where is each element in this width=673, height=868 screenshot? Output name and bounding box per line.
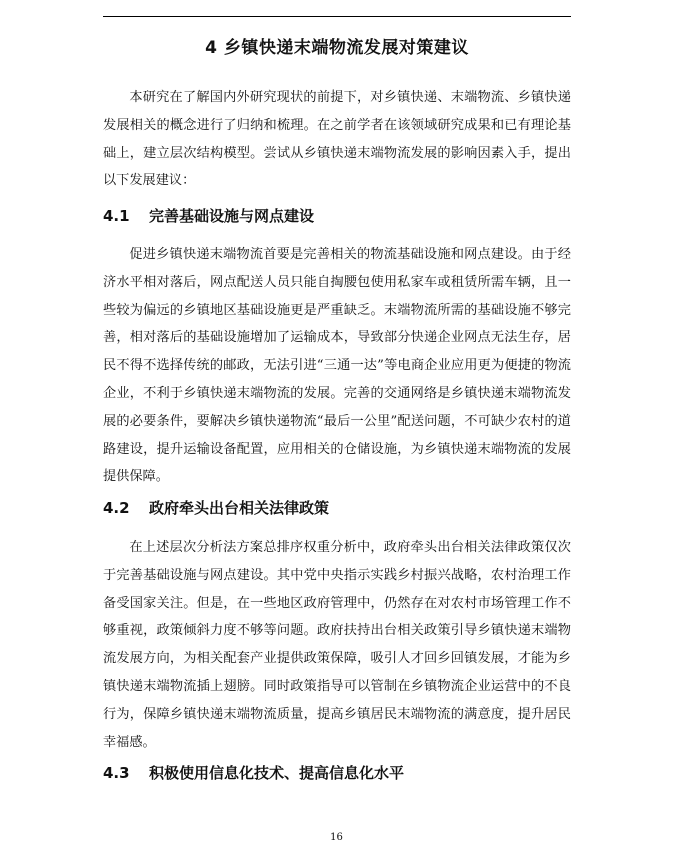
section-title: 完善基础设施与网点建设 [149, 207, 315, 225]
section-number: 4.3 [103, 764, 130, 782]
chapter-title: 4 乡镇快递末端物流发展对策建议 [205, 38, 469, 58]
section-number: 4.1 [103, 207, 130, 225]
section-title: 积极使用信息化技术、提高信息化水平 [149, 764, 405, 782]
section-heading-4-3 [103, 762, 571, 784]
page-number: 16 [330, 832, 343, 843]
section-number: 4.2 [103, 499, 130, 517]
section-4-1-paragraph: 促进乡镇快递末端物流首要是完善相关的物流基础设施和网点建设。由于经济水平相对落后，网点配送人员只能自掏腰包使用私家车或租赁所需车辆，且一些较为偏远的乡镇地区基础设施更是严重缺乏。末端物流所需的基础设施不够完善，相对落后的基础设施增加了运输成本，导致部分快递企业网点无法生存，居民不得不选择传统的邮政，无法引进“三通一达”等电商企业应用更为便捷的物流企业，不利于乡镇快递末端物流的发展。完善的交通网络是乡镇快递末端物流发展的必要条件，要解决乡镇快递物流“最后一公里”配送问题，不可缺少农村的道路建设，提升运输设备配置，应用相关的仓储设施，为乡镇快递末端物流的发展提供保障。 [103, 247, 571, 485]
header-rule [103, 16, 571, 17]
intro-paragraph: 本研究在了解国内外研究现状的前提下，对乡镇快递、末端物流、乡镇快递发展相关的概念进行了归纳和梳理。在之前学者在该领域研究成果和已有理论基础上，建立层次结构模型。尝试从乡镇快递末端物流发展的影响因素入手，提出以下发展建议： [103, 90, 571, 189]
section-title: 政府牵头出台相关法律政策 [149, 499, 330, 517]
section-heading-4-1 [103, 205, 571, 227]
section-4-2-paragraph: 在上述层次分析法方案总排序权重分析中，政府牵头出台相关法律政策仅次于完善基础设施与网点建设。其中党中央指示实践乡村振兴战略，农村治理工作备受国家关注。但是，在一些地区政府管理中，仍然存在对农村市场管理工作不够重视，政策倾斜力度不够等问题。政府扶持出台相关政策引导乡镇快递末端物流发展方向，为相关配套产业提供政策保障，吸引人才回乡回镇发展，才能为乡镇快递末端物流插上翅膀。同时政策指导可以管制在乡镇物流企业运营中的不良行为，保障乡镇快递末端物流质量，提高乡镇居民末端物流的满意度，提升居民幸福感。 [103, 540, 571, 750]
section-heading-4-2 [103, 497, 571, 519]
